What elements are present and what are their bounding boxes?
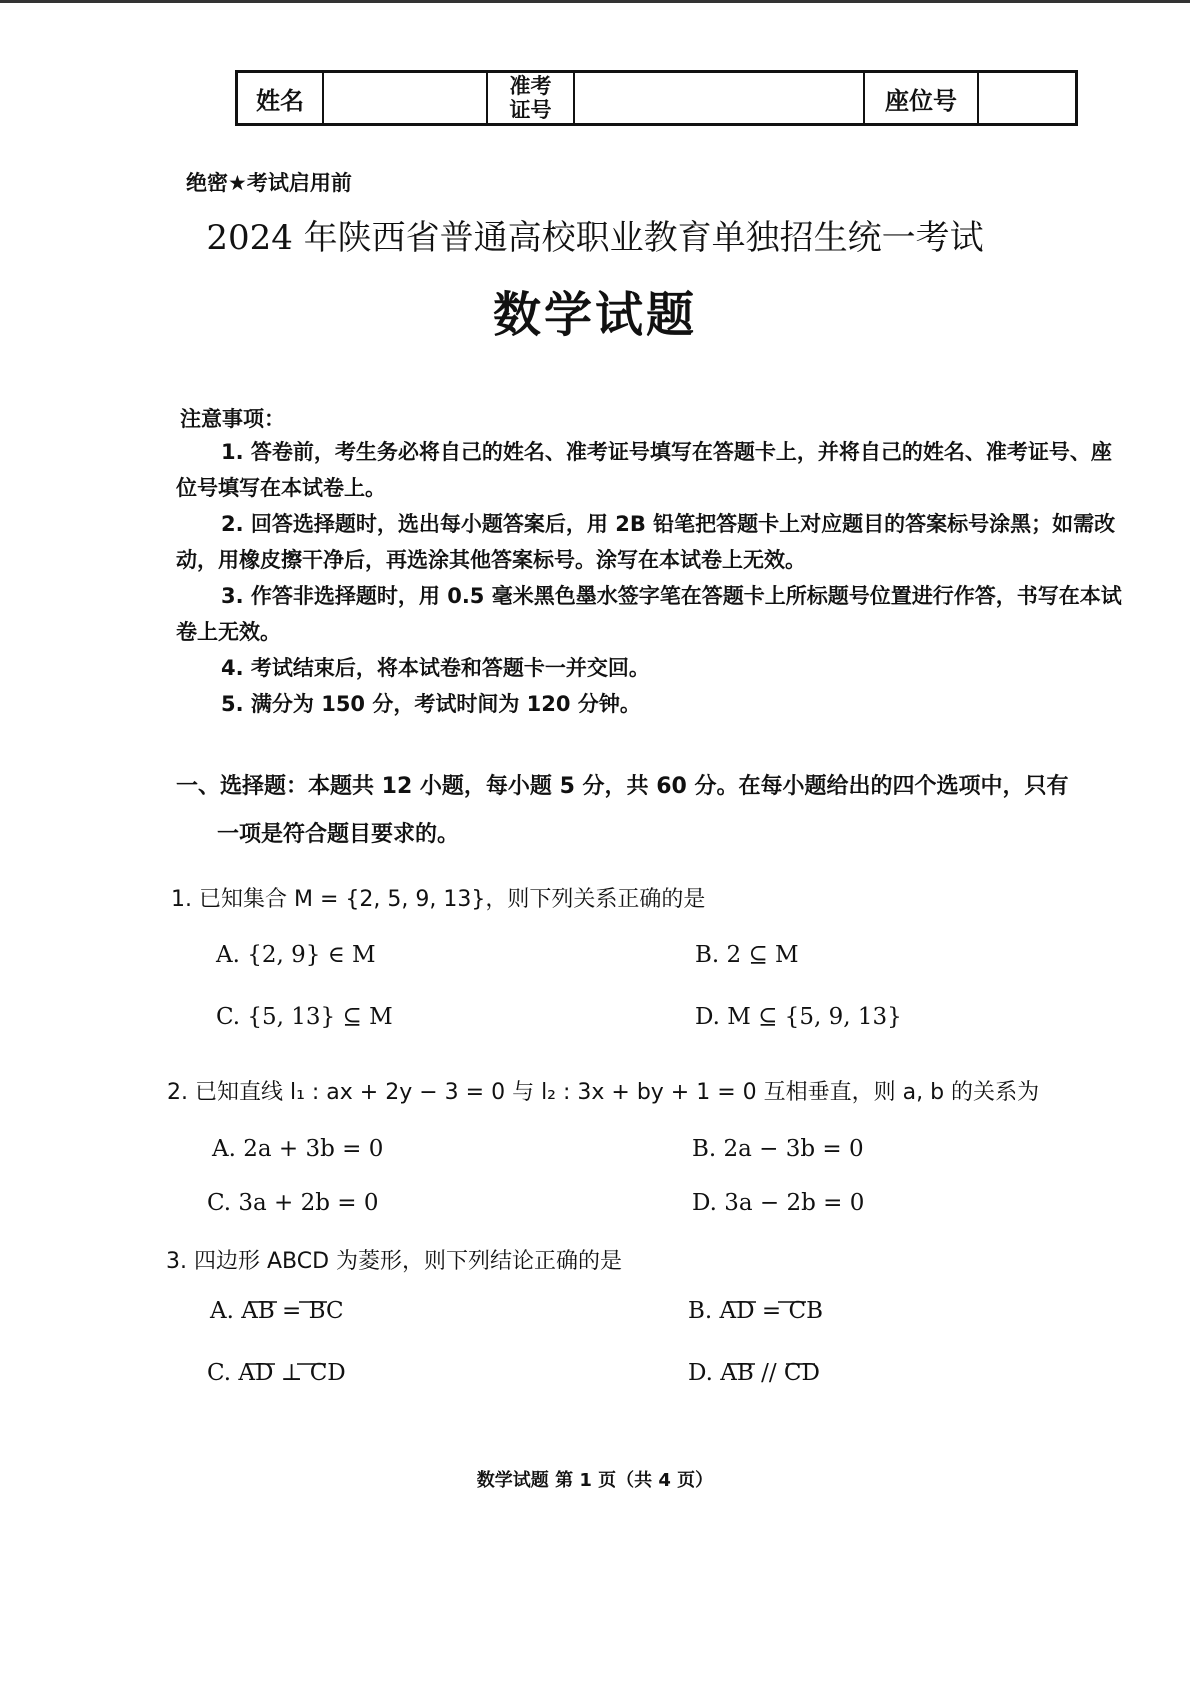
question-3-option-a: A. AB = BC: [210, 1298, 344, 1324]
question-2-option-a: A. 2a + 3b = 0: [212, 1136, 384, 1162]
question-2-stem: 2. 已知直线 l₁ : ax + 2y − 3 = 0 与 l₂ : 3x + by + 1 = 0 互相垂直，则 a, b 的关系为: [167, 1080, 1040, 1105]
note-item-2: 2. 回答选择题时，选出每小题答案后，用 2B 铅笔把答题卡上对应题目的答案标号涂黑；如需改动，用橡皮擦干净后，再选涂其他答案标号。涂写在本试卷上无效。: [176, 512, 1116, 572]
question-1-stem: 1. 已知集合 M = {2, 5, 9, 13}，则下列关系正确的是: [171, 887, 706, 912]
question-2-option-c: C. 3a + 2b = 0: [207, 1190, 379, 1216]
note-item-1: 1. 答卷前，考生务必将自己的姓名、准考证号填写在答题卡上，并将自己的姓名、准考证号、座位号填写在本试卷上。: [176, 440, 1112, 500]
note-item-4: 4. 考试结束后，将本试卷和答题卡一并交回。: [221, 656, 650, 680]
name-label: 姓名: [237, 72, 324, 125]
question-3-option-c: C. AD ⊥ CD: [207, 1360, 346, 1386]
question-3-option-d: D. AB // CD: [688, 1360, 820, 1386]
question-1-option-b: B. 2 ⊆ M: [695, 942, 799, 968]
page-footer: 数学试题 第 1 页（共 4 页）: [476, 1470, 714, 1491]
notes-heading: 注意事项：: [180, 407, 285, 431]
section-one-line-2: 一项是符合题目要求的。: [217, 822, 460, 847]
subject-title: 数学试题: [492, 287, 697, 343]
question-1-option-d: D. M ⊆ {5, 9, 13}: [695, 1004, 902, 1030]
question-2-option-b: B. 2a − 3b = 0: [692, 1136, 864, 1162]
note-item-3: 3. 作答非选择题时，用 0.5 毫米黑色墨水签字笔在答题卡上所标题号位置进行作答，书写在本试卷上无效。: [176, 584, 1122, 644]
admission-label-line-1: 准考: [509, 74, 552, 98]
question-1-option-a: A. {2, 9} ∈ M: [216, 942, 376, 968]
confidential-notice: 绝密★考试启用前: [186, 171, 352, 195]
question-1-option-c: C. {5, 13} ⊆ M: [216, 1004, 393, 1030]
admission-label-line-2: 证号: [509, 98, 552, 122]
section-one-line-1: 一、选择题：本题共 12 小题，每小题 5 分，共 60 分。在每小题给出的四个选项中，只有: [176, 774, 1069, 799]
question-3-stem: 3. 四边形 ABCD 为菱形，则下列结论正确的是: [166, 1249, 623, 1274]
note-item-5: 5. 满分为 150 分，考试时间为 120 分钟。: [221, 692, 641, 716]
question-2-option-d: D. 3a − 2b = 0: [692, 1190, 865, 1216]
exam-title: 2024 年陕西省普通高校职业教育单独招生统一考试: [206, 218, 984, 258]
seat-number-label: 座位号: [864, 72, 978, 125]
question-3-option-b: B. AD = CB: [688, 1298, 823, 1324]
